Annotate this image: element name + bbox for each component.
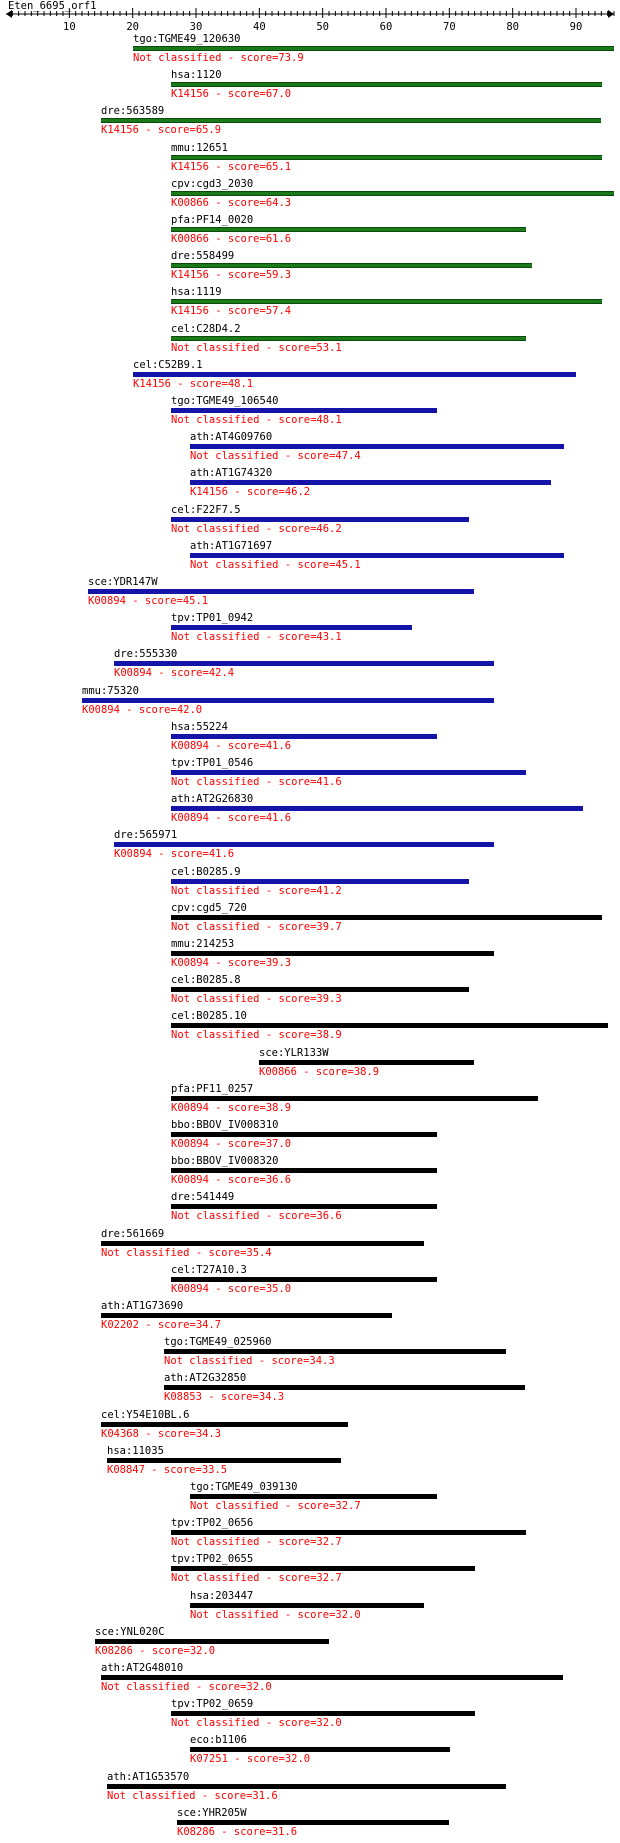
hit-alignment-bar[interactable] <box>171 263 532 268</box>
hit-row[interactable] <box>0 1083 620 1119</box>
hit-alignment-bar[interactable] <box>190 553 564 558</box>
hit-row[interactable] <box>0 974 620 1010</box>
hit-ko-score-label[interactable]: Not classified - score=46.2 <box>171 522 342 535</box>
hit-row[interactable] <box>0 1771 620 1807</box>
hit-row[interactable] <box>0 648 620 684</box>
hit-ko-score-label[interactable]: Not classified - score=32.7 <box>171 1572 342 1585</box>
hit-alignment-bar[interactable] <box>190 1494 437 1499</box>
hit-ko-score-label[interactable]: K00894 - score=42.0 <box>82 703 203 716</box>
hit-ko-score-label[interactable]: K00894 - score=39.3 <box>171 957 292 969</box>
hit-row[interactable] <box>0 1626 620 1662</box>
hit-row[interactable] <box>0 1807 620 1843</box>
hit-gene-link[interactable]: tpv:TP02_0659 <box>171 1698 254 1711</box>
hit-ko-score-label[interactable]: Not classified - score=47.4 <box>190 450 361 463</box>
hit-ko-score-label[interactable]: Not classified - score=32.0 <box>171 1717 342 1730</box>
hit-alignment-bar[interactable] <box>171 1530 526 1535</box>
hit-alignment-bar[interactable] <box>82 698 494 703</box>
hit-row[interactable] <box>0 866 620 902</box>
hit-ko-score-label[interactable]: K14156 - score=65.9 <box>101 124 222 137</box>
hit-row[interactable] <box>0 612 620 648</box>
hit-gene-link[interactable]: tgo:TGME49_120630 <box>133 33 241 45</box>
hit-gene-link[interactable]: mmu:75320 <box>82 684 139 697</box>
hit-ko-score-label[interactable]: Not classified - score=31.6 <box>107 1789 278 1802</box>
hit-row[interactable] <box>0 757 620 793</box>
hit-row[interactable] <box>0 576 620 612</box>
hit-ko-score-label[interactable]: K00894 - score=38.9 <box>171 1101 292 1114</box>
hit-row[interactable] <box>0 1010 620 1046</box>
hit-gene-link[interactable]: ath:AT1G74320 <box>190 467 273 480</box>
hit-alignment-bar[interactable] <box>171 625 412 630</box>
hit-ko-score-label[interactable]: Not classified - score=39.3 <box>171 993 342 1006</box>
hit-ko-score-label[interactable]: K08847 - score=33.5 <box>107 1463 228 1476</box>
hit-row[interactable] <box>0 359 620 395</box>
hit-ko-score-label[interactable]: Not classified - score=36.6 <box>171 1210 342 1223</box>
hit-ko-score-label[interactable]: K14156 - score=67.0 <box>171 88 292 101</box>
hit-row[interactable] <box>0 1155 620 1191</box>
hit-ko-score-label[interactable]: K00894 - score=45.1 <box>88 595 209 607</box>
hit-ko-score-label[interactable]: K14156 - score=48.1 <box>133 377 254 390</box>
hit-gene-link[interactable]: dre:555330 <box>114 648 178 661</box>
hit-gene-link[interactable]: dre:565971 <box>114 829 178 842</box>
ruler-tick-label: 60 <box>379 21 393 33</box>
hit-row[interactable] <box>0 1409 620 1445</box>
hit-alignment-bar[interactable] <box>171 734 437 739</box>
ruler-tick-label: 40 <box>253 21 266 33</box>
hit-gene-link[interactable]: tpv:TP01_0546 <box>171 757 254 769</box>
hit-ko-score-label[interactable]: Not classified - score=41.2 <box>171 884 342 897</box>
hit-row[interactable] <box>0 1698 620 1734</box>
hit-gene-link[interactable]: tgo:TGME49_039130 <box>190 1481 298 1493</box>
hit-gene-link[interactable]: sce:YLR133W <box>259 1046 329 1059</box>
hit-alignment-bar[interactable] <box>164 1349 506 1354</box>
hit-ko-score-label[interactable]: Not classified - score=32.0 <box>190 1608 361 1621</box>
hit-gene-link[interactable]: cel:T27A10.3 <box>171 1263 247 1276</box>
hit-ko-score-label[interactable]: K07251 - score=32.0 <box>190 1753 311 1766</box>
hit-alignment-bar[interactable] <box>171 1566 475 1571</box>
hit-ko-score-label[interactable]: Not classified - score=32.7 <box>171 1536 342 1549</box>
hit-alignment-bar[interactable] <box>171 770 526 775</box>
hit-row[interactable] <box>0 938 620 974</box>
hit-ko-score-label[interactable]: Not classified - score=35.4 <box>101 1246 272 1259</box>
hit-ko-score-label[interactable]: K08286 - score=31.6 <box>177 1825 298 1838</box>
hit-row[interactable] <box>0 1372 620 1408</box>
hit-ko-score-label[interactable]: K14156 - score=59.3 <box>171 269 292 282</box>
hit-ko-score-label[interactable]: Not classified - score=45.1 <box>190 558 361 571</box>
hit-row[interactable] <box>0 721 620 757</box>
hit-alignment-bar[interactable] <box>133 46 614 51</box>
query-title: Eten_6695_orf1 <box>8 0 97 12</box>
hit-gene-link[interactable]: cel:C28D4.2 <box>171 322 241 335</box>
hit-ko-score-label[interactable]: Not classified - score=73.9 <box>133 52 304 64</box>
hit-alignment-bar[interactable] <box>101 1675 563 1680</box>
hit-alignment-bar[interactable] <box>107 1784 506 1789</box>
hit-gene-link[interactable]: tpv:TP01_0942 <box>171 612 254 625</box>
hit-alignment-bar[interactable] <box>171 1023 608 1028</box>
hit-ko-score-label[interactable]: K00894 - score=42.4 <box>114 667 235 680</box>
hit-gene-link[interactable]: dre:558499 <box>171 250 235 263</box>
hit-alignment-bar[interactable] <box>101 1241 424 1246</box>
hit-gene-link[interactable]: cel:B0285.8 <box>171 974 241 987</box>
ruler-tick-label: 80 <box>506 21 519 33</box>
hit-gene-link[interactable]: eco:b1106 <box>190 1734 247 1747</box>
hit-alignment-bar[interactable] <box>171 82 602 87</box>
hit-alignment-bar[interactable] <box>177 1820 449 1825</box>
hit-row[interactable] <box>0 829 620 865</box>
hit-gene-link[interactable]: ath:AT2G48010 <box>101 1662 184 1674</box>
hit-row[interactable] <box>0 1047 620 1083</box>
hit-ko-score-label[interactable]: K00866 - score=38.9 <box>259 1065 380 1078</box>
hit-ko-score-label[interactable]: K00866 - score=64.3 <box>171 196 292 209</box>
hit-ko-score-label[interactable]: K00894 - score=41.6 <box>114 848 235 861</box>
hit-row[interactable] <box>0 1445 620 1481</box>
hit-ko-score-label[interactable]: K02202 - score=34.7 <box>101 1319 222 1331</box>
hit-gene-link[interactable]: cel:B0285.9 <box>171 865 241 878</box>
hit-ko-score-label[interactable]: Not classified - score=32.7 <box>190 1500 361 1512</box>
hit-gene-link[interactable]: mmu:214253 <box>171 938 235 950</box>
hit-row[interactable] <box>0 1553 620 1589</box>
hit-gene-link[interactable]: ath:AT4G09760 <box>190 431 273 444</box>
hit-alignment-bar[interactable] <box>95 1639 329 1644</box>
hit-gene-link[interactable]: tgo:TGME49_106540 <box>171 395 279 407</box>
hit-alignment-bar[interactable] <box>101 118 601 123</box>
hit-gene-link[interactable]: cel:Y54E10BL.6 <box>101 1408 190 1421</box>
hit-alignment-bar[interactable] <box>190 1603 424 1608</box>
hit-ko-score-label[interactable]: K00866 - score=61.6 <box>171 233 292 245</box>
hit-alignment-bar[interactable] <box>171 1711 475 1716</box>
hit-row[interactable] <box>0 467 620 503</box>
hit-gene-link[interactable]: ath:AT1G53570 <box>107 1770 190 1783</box>
hit-alignment-bar[interactable] <box>171 227 526 232</box>
hit-gene-link[interactable]: hsa:11035 <box>107 1444 164 1457</box>
hit-row[interactable] <box>0 1662 620 1698</box>
hit-gene-link[interactable]: dre:561669 <box>101 1227 165 1240</box>
hit-alignment-bar[interactable] <box>114 661 494 666</box>
hit-alignment-bar[interactable] <box>88 589 474 594</box>
hit-alignment-bar[interactable] <box>101 1422 348 1427</box>
hit-ko-score-label[interactable]: K14156 - score=57.4 <box>171 305 292 318</box>
hit-gene-link[interactable]: cel:B0285.10 <box>171 1010 247 1023</box>
hit-gene-link[interactable]: hsa:203447 <box>190 1589 254 1602</box>
hit-alignment-bar[interactable] <box>171 806 583 811</box>
hit-alignment-bar[interactable] <box>190 1747 450 1752</box>
hit-alignment-bar[interactable] <box>171 1096 538 1101</box>
hit-gene-link[interactable]: ath:AT1G73690 <box>101 1300 184 1312</box>
hit-row[interactable] <box>0 105 620 141</box>
hit-alignment-bar[interactable] <box>171 517 469 522</box>
hit-alignment-bar[interactable] <box>171 915 602 920</box>
hit-row[interactable] <box>0 1481 620 1517</box>
hit-alignment-bar[interactable] <box>171 408 437 413</box>
hit-alignment-bar[interactable] <box>171 155 602 160</box>
hit-gene-link[interactable]: hsa:55224 <box>171 720 228 733</box>
hit-ko-score-label[interactable]: K00894 - score=35.0 <box>171 1282 292 1295</box>
hit-ko-score-label[interactable]: Not classified - score=32.0 <box>101 1681 272 1693</box>
hit-row[interactable] <box>0 1336 620 1372</box>
hit-row[interactable] <box>0 33 620 69</box>
hit-gene-link[interactable]: mmu:12651 <box>171 141 228 154</box>
hit-gene-link[interactable]: pfa:PF14_0020 <box>171 214 254 226</box>
ruler-tick-label: 30 <box>189 21 203 33</box>
ruler-tick-label: 50 <box>316 21 329 33</box>
hit-row[interactable] <box>0 1119 620 1155</box>
hit-row[interactable] <box>0 1734 620 1770</box>
hit-row[interactable] <box>0 504 620 540</box>
hit-ko-score-label[interactable]: Not classified - score=53.1 <box>171 341 342 354</box>
hit-row[interactable] <box>0 1191 620 1227</box>
hit-alignment-bar[interactable] <box>171 1168 437 1173</box>
hit-row[interactable] <box>0 1264 620 1300</box>
hit-gene-link[interactable]: ath:AT2G32850 <box>164 1372 247 1385</box>
hit-gene-link[interactable]: tgo:TGME49_025960 <box>164 1336 272 1349</box>
hit-ko-score-label[interactable]: Not classified - score=34.3 <box>164 1355 335 1368</box>
hit-gene-link[interactable]: dre:541449 <box>171 1191 235 1204</box>
hit-alignment-bar[interactable] <box>171 987 469 992</box>
hit-alignment-bar[interactable] <box>171 336 526 341</box>
ruler-tick-label: 20 <box>126 21 139 33</box>
hit-row[interactable] <box>0 214 620 250</box>
hit-ko-score-label[interactable]: K00894 - score=36.6 <box>171 1174 292 1187</box>
hit-row[interactable] <box>0 1517 620 1553</box>
hit-alignment-bar[interactable] <box>171 879 469 884</box>
hit-alignment-bar[interactable] <box>171 299 602 304</box>
hit-alignment-bar[interactable] <box>133 372 576 377</box>
hit-alignment-bar[interactable] <box>190 480 551 485</box>
hit-row[interactable] <box>0 395 620 431</box>
hit-alignment-bar[interactable] <box>171 1204 437 1209</box>
hit-ko-score-label[interactable]: K00894 - score=41.6 <box>171 739 292 752</box>
hit-gene-link[interactable]: sce:YNL020C <box>95 1625 165 1638</box>
hit-row[interactable] <box>0 685 620 721</box>
hit-row[interactable] <box>0 1228 620 1264</box>
ruler-tick-label: 70 <box>443 21 456 33</box>
hit-row[interactable] <box>0 250 620 286</box>
hit-gene-link[interactable]: dre:563589 <box>101 105 165 118</box>
hit-ko-score-label[interactable]: Not classified - score=48.1 <box>171 414 342 426</box>
hit-gene-link[interactable]: hsa:1119 <box>171 286 222 299</box>
hit-alignment-bar[interactable] <box>171 951 494 956</box>
hit-alignment-bar[interactable] <box>171 191 614 196</box>
hit-gene-link[interactable]: bbo:BBOV_IV008320 <box>171 1155 279 1168</box>
hit-gene-link[interactable]: cpv:cgd5_720 <box>171 901 247 914</box>
hit-ko-score-label[interactable]: Not classified - score=43.1 <box>171 631 342 644</box>
hit-alignment-bar[interactable] <box>107 1458 341 1463</box>
hit-alignment-bar[interactable] <box>164 1385 525 1390</box>
hit-row[interactable] <box>0 793 620 829</box>
hit-ko-score-label[interactable]: K08286 - score=32.0 <box>95 1644 216 1657</box>
hit-alignment-bar[interactable] <box>190 444 564 449</box>
hit-ko-score-label[interactable]: Not classified - score=41.6 <box>171 776 342 788</box>
hit-ko-score-label[interactable]: K00894 - score=37.0 <box>171 1138 292 1150</box>
hit-gene-link[interactable]: ath:AT1G71697 <box>190 539 273 552</box>
hit-ko-score-label[interactable]: Not classified - score=38.9 <box>171 1029 342 1042</box>
hit-ko-score-label[interactable]: Not classified - score=39.7 <box>171 920 342 933</box>
hit-row[interactable] <box>0 142 620 178</box>
hit-gene-link[interactable]: tpv:TP02_0656 <box>171 1517 254 1530</box>
hit-ko-score-label[interactable]: K14156 - score=65.1 <box>171 160 292 173</box>
ruler-tick-label: 10 <box>63 21 76 33</box>
hit-alignment-bar[interactable] <box>114 842 494 847</box>
hit-ko-score-label[interactable]: K14156 - score=46.2 <box>190 486 311 499</box>
hit-gene-link[interactable]: pfa:PF11_0257 <box>171 1082 254 1095</box>
hit-row[interactable] <box>0 902 620 938</box>
hit-ko-score-label[interactable]: K08853 - score=34.3 <box>164 1391 285 1404</box>
hit-row[interactable] <box>0 178 620 214</box>
hit-gene-link[interactable]: ath:AT2G26830 <box>171 793 254 806</box>
hit-row[interactable] <box>0 69 620 105</box>
hit-alignment-bar[interactable] <box>259 1060 474 1065</box>
hit-gene-link[interactable]: tpv:TP02_0655 <box>171 1553 254 1566</box>
hit-gene-link[interactable]: sce:YDR147W <box>88 576 158 588</box>
hit-alignment-bar[interactable] <box>171 1132 437 1137</box>
hit-gene-link[interactable]: cel:C52B9.1 <box>133 358 203 371</box>
hit-ko-score-label[interactable]: K00894 - score=41.6 <box>171 812 292 825</box>
hit-row[interactable] <box>0 1300 620 1336</box>
hit-gene-link[interactable]: hsa:1120 <box>171 69 222 82</box>
hit-row[interactable] <box>0 323 620 359</box>
hit-row[interactable] <box>0 431 620 467</box>
hit-gene-link[interactable]: bbo:BBOV_IV008310 <box>171 1119 279 1131</box>
hit-row[interactable] <box>0 1590 620 1626</box>
hit-gene-link[interactable]: cel:F22F7.5 <box>171 503 241 516</box>
hit-gene-link[interactable]: sce:YHR205W <box>177 1806 247 1819</box>
hit-row[interactable] <box>0 286 620 322</box>
hit-row[interactable] <box>0 540 620 576</box>
hit-gene-link[interactable]: cpv:cgd3_2030 <box>171 177 254 190</box>
hit-alignment-bar[interactable] <box>101 1313 392 1318</box>
hit-alignment-bar[interactable] <box>171 1277 437 1282</box>
ruler-tick-label: 90 <box>569 21 583 33</box>
hit-ko-score-label[interactable]: K04368 - score=34.3 <box>101 1427 222 1440</box>
